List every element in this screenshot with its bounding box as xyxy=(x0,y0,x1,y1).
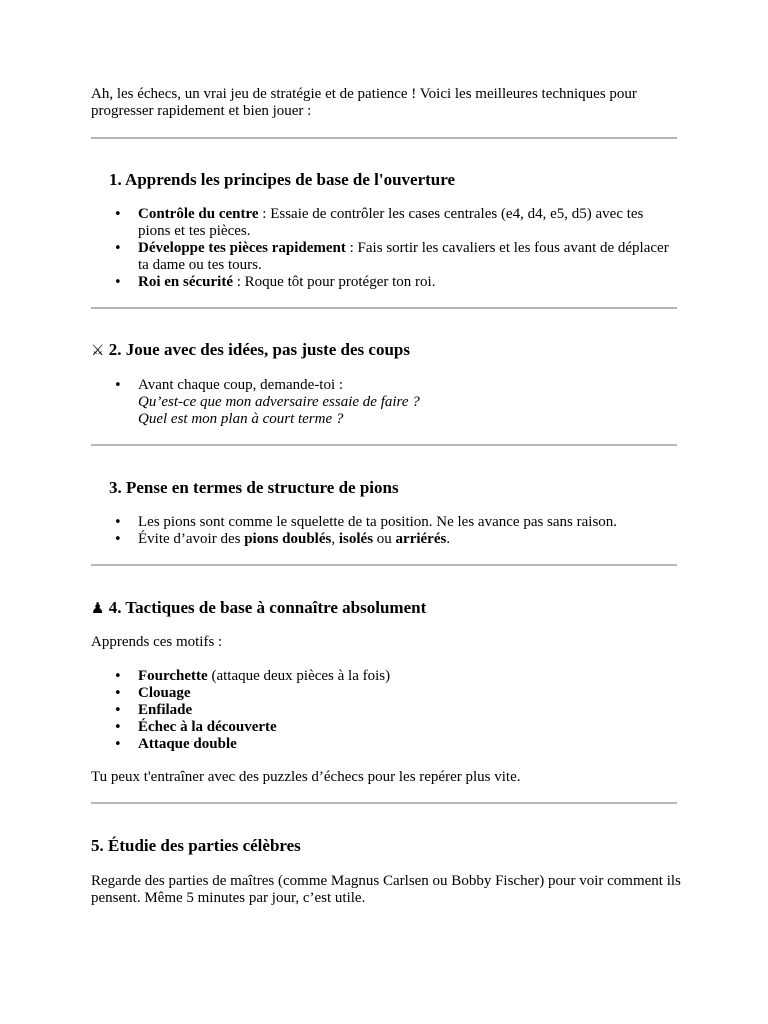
list-item-term: Fourchette xyxy=(138,668,208,684)
horizontal-rule xyxy=(91,137,677,139)
list-item xyxy=(138,274,678,291)
list-item-term: Enfilade xyxy=(138,702,193,718)
list-item-term: pions doublés xyxy=(244,531,332,547)
list-item xyxy=(138,206,678,240)
list-item-text: : Roque tôt pour protéger ton roi. xyxy=(232,274,436,290)
list-item-text: : Essaie de contrôler les cases centrales (e4, d4, e5, d5) avec tes pions et tes pièces. xyxy=(138,206,644,239)
list-item-text: . xyxy=(446,531,451,547)
list-item xyxy=(138,240,678,274)
list-item-text: Avant chaque coup, demande-toi : xyxy=(138,377,344,393)
list-item-text: ou xyxy=(373,531,396,547)
question-line xyxy=(138,394,678,411)
crossed-swords-icon: ⚔ xyxy=(91,341,105,359)
list-item-text: Évite d’avoir des xyxy=(138,531,245,547)
section-2-list xyxy=(138,377,678,428)
section-5-title: 5. Étudie des parties célèbres xyxy=(91,836,301,855)
section-5-heading xyxy=(91,836,301,856)
section-3-heading: 3. Pense en termes de structure de pions xyxy=(109,478,399,497)
section-4-outro: Tu peux t'entraîner avec des puzzles d’échecs pour les repérer plus vite. xyxy=(91,769,521,785)
question-text: Quel est mon plan à court terme ? xyxy=(138,411,344,427)
list-item-term: Roi en sécurité xyxy=(138,274,233,290)
question-line xyxy=(138,411,678,428)
list-item-term: arriérés xyxy=(395,531,447,547)
list-item-text: : Fais sortir les cavaliers et les fous avant de déplacer ta dame ou tes tours. xyxy=(138,240,669,273)
list-item-term: Clouage xyxy=(138,685,191,701)
section-1-heading: 1. Apprends les principes de base de l'ouverture xyxy=(109,170,456,189)
list-item-term: isolés xyxy=(338,531,374,547)
horizontal-rule xyxy=(91,802,677,804)
section-1-list xyxy=(138,206,678,291)
list-item-term: Attaque double xyxy=(138,736,237,752)
list-item xyxy=(138,685,678,702)
section-2-heading xyxy=(91,340,410,360)
list-item-text: (attaque deux pièces à la fois) xyxy=(207,668,391,684)
list-item-term: Échec à la découverte xyxy=(138,719,277,735)
section-3-list xyxy=(138,514,678,548)
section-4-list xyxy=(138,668,678,753)
list-item-term: Développe tes pièces rapidement xyxy=(138,240,346,256)
list-item xyxy=(138,377,678,428)
intro-paragraph: Ah, les échecs, un vrai jeu de stratégie et de patience ! Voici les meilleures techniques pour progresser rapidement et bien jouer : xyxy=(91,86,637,119)
list-item xyxy=(138,702,678,719)
horizontal-rule xyxy=(91,307,677,309)
horizontal-rule xyxy=(91,444,677,446)
question-text: Qu’est-ce que mon adversaire essaie de faire ? xyxy=(138,394,420,410)
horizontal-rule xyxy=(91,564,677,566)
list-item xyxy=(138,531,678,548)
list-item xyxy=(138,736,678,753)
section-4-lead: Apprends ces motifs : xyxy=(91,634,223,650)
list-item xyxy=(138,668,678,685)
chess-pawn-icon: ♟ xyxy=(91,599,105,617)
list-item-text: , xyxy=(331,531,339,547)
section-4-heading xyxy=(91,598,426,618)
section-2-title: 2. Joue avec des idées, pas juste des coups xyxy=(108,340,410,359)
section-5-paragraph: Regarde des parties de maîtres (comme Magnus Carlsen ou Bobby Fischer) pour voir comment ils pensent. Même 5 minutes par jour, c’est utile. xyxy=(91,873,681,906)
section-4-title: 4. Tactiques de base à connaître absolument xyxy=(108,598,427,617)
list-item-term: Contrôle du centre xyxy=(138,206,259,222)
list-item: • Les pions sont comme le squelette de ta position. Ne les avance pas sans raison. xyxy=(138,514,678,531)
list-item xyxy=(138,719,678,736)
